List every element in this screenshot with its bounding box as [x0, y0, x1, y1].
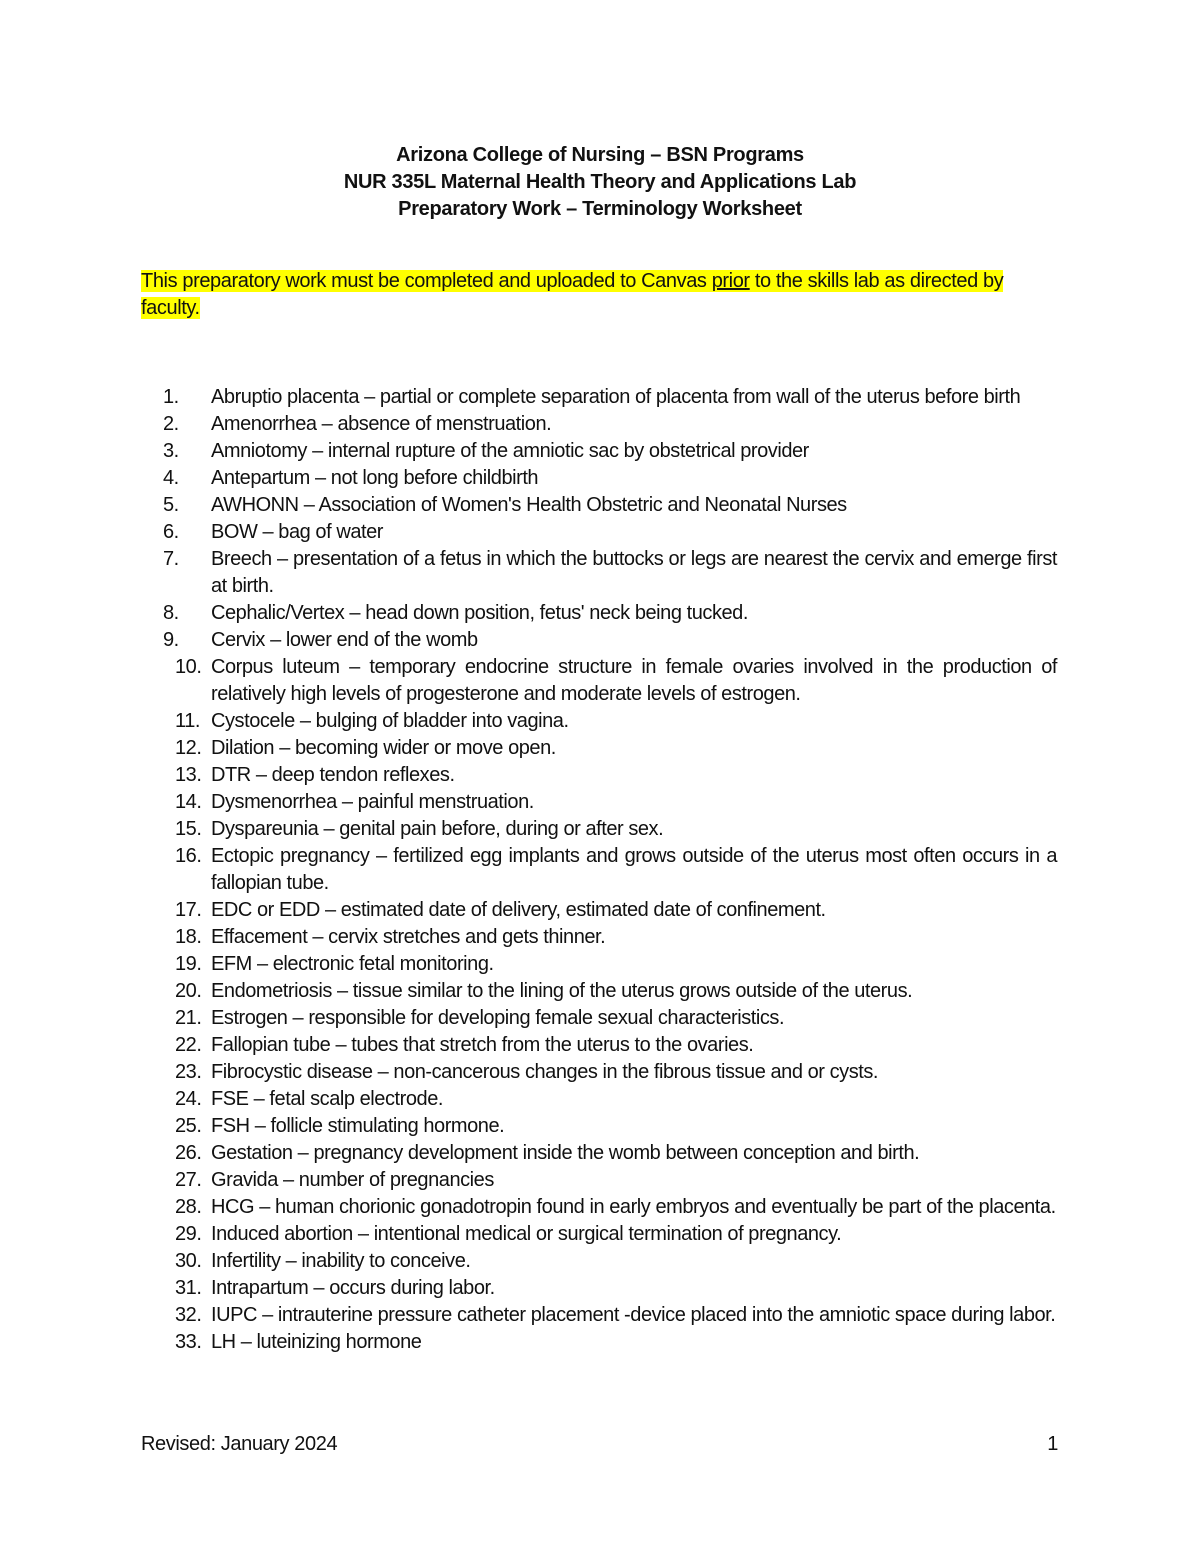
list-item: [141, 816, 1057, 843]
list-item: [141, 1302, 1057, 1329]
header-course: NUR 335L Maternal Health Theory and Applications Lab: [343, 171, 857, 193]
list-item-number: 15.: [175, 818, 202, 840]
list-item-number: 24.: [175, 1088, 202, 1110]
list-item-text: Dilation – becoming wider or move open.: [211, 737, 556, 759]
list-item-text: Dysmenorrhea – painful menstruation.: [211, 791, 534, 813]
list-item-text: Abruptio placenta – partial or complete separation of placenta from wall of the uterus before birth: [211, 386, 1021, 408]
notice-underlined-word: prior: [711, 270, 750, 292]
list-item-number: 12.: [175, 737, 202, 759]
list-item: [141, 1194, 1057, 1221]
notice-text-before: This preparatory work must be completed and uploaded to Canvas: [141, 270, 712, 292]
list-item-number: 30.: [175, 1250, 202, 1272]
list-item-number: 17.: [175, 899, 202, 921]
list-item-text: IUPC – intrauterine pressure catheter placement -device placed into the amniotic space during labor.: [211, 1304, 1056, 1326]
list-item-number: 26.: [175, 1142, 202, 1164]
list-item: [141, 708, 1057, 735]
page-footer: [141, 1431, 1058, 1458]
list-item-text: Fallopian tube – tubes that stretch from the uterus to the ovaries.: [211, 1034, 754, 1056]
list-item-text: Estrogen – responsible for developing female sexual characteristics.: [211, 1007, 785, 1029]
list-item: [141, 384, 1057, 411]
list-item-number: 19.: [175, 953, 202, 975]
list-item-number: 21.: [175, 1007, 202, 1029]
list-item-text: Dyspareunia – genital pain before, during or after sex.: [211, 818, 664, 840]
list-item: [141, 1248, 1057, 1275]
list-item: [141, 762, 1057, 789]
list-item-text: Cervix – lower end of the womb: [211, 629, 478, 651]
list-item-number: 29.: [175, 1223, 202, 1245]
list-item-text: FSH – follicle stimulating hormone.: [211, 1115, 505, 1137]
revised-date: Revised: January 2024: [141, 1433, 338, 1455]
list-item-text: Breech – presentation of a fetus in which the buttocks or legs are nearest the cervix and emerge first at birth.: [211, 548, 1057, 597]
list-item: [141, 1329, 1057, 1356]
notice-text-after: to the skills lab as directed by faculty.: [141, 270, 1004, 319]
list-item-number: 3.: [163, 440, 179, 462]
list-item-number: 1.: [163, 386, 179, 408]
list-item: [141, 1005, 1057, 1032]
list-item: [141, 978, 1057, 1005]
list-item-text: AWHONN – Association of Women's Health Obstetric and Neonatal Nurses: [211, 494, 847, 516]
list-item-text: Corpus luteum – temporary endocrine structure in female ovaries involved in the production of relatively high levels of progesterone and moderate levels of estrogen.: [211, 656, 1057, 705]
list-item-text: Amniotomy – internal rupture of the amniotic sac by obstetrical provider: [211, 440, 809, 462]
list-item-text: Infertility – inability to conceive.: [211, 1250, 471, 1272]
list-item-text: FSE – fetal scalp electrode.: [211, 1088, 443, 1110]
list-item-number: 25.: [175, 1115, 202, 1137]
list-item-text: Gravida – number of pregnancies: [211, 1169, 494, 1191]
list-item-text: Amenorrhea – absence of menstruation.: [211, 413, 552, 435]
list-item: [141, 1167, 1057, 1194]
list-item-text: Cystocele – bulging of bladder into vagina.: [211, 710, 569, 732]
list-item: [141, 492, 1057, 519]
list-item: [141, 411, 1057, 438]
list-item-text: Effacement – cervix stretches and gets thinner.: [211, 926, 606, 948]
list-item: [141, 1113, 1057, 1140]
list-item: [141, 843, 1057, 897]
list-item-number: 5.: [163, 494, 179, 516]
list-item-text: EFM – electronic fetal monitoring.: [211, 953, 494, 975]
list-item-number: 2.: [163, 413, 179, 435]
list-item: [141, 600, 1057, 627]
list-item: [141, 1140, 1057, 1167]
list-item-text: LH – luteinizing hormone: [211, 1331, 422, 1353]
header-institution: Arizona College of Nursing – BSN Programs: [396, 144, 804, 166]
list-item-text: Gestation – pregnancy development inside the womb between conception and birth.: [211, 1142, 920, 1164]
list-item-number: 4.: [163, 467, 179, 489]
document-header: [0, 142, 1200, 223]
list-item-number: 27.: [175, 1169, 202, 1191]
list-item: [141, 1086, 1057, 1113]
list-item-text: EDC or EDD – estimated date of delivery, estimated date of confinement.: [211, 899, 826, 921]
list-item: [141, 519, 1057, 546]
list-item-text: BOW – bag of water: [211, 521, 383, 543]
list-item-number: 10.: [175, 656, 202, 678]
list-item: [141, 1032, 1057, 1059]
notice-highlight: [141, 270, 1003, 319]
terminology-list: [141, 384, 1057, 1356]
list-item: [141, 789, 1057, 816]
list-item: [141, 897, 1057, 924]
list-item-number: 14.: [175, 791, 202, 813]
list-item-text: Ectopic pregnancy – fertilized egg implants and grows outside of the uterus most often occurs in a fallopian tube.: [211, 845, 1057, 894]
list-item: [141, 546, 1057, 600]
list-item-number: 23.: [175, 1061, 202, 1083]
upload-notice: [141, 268, 1041, 322]
list-item: [141, 924, 1057, 951]
list-item-text: Antepartum – not long before childbirth: [211, 467, 539, 489]
list-item-number: 7.: [163, 548, 179, 570]
list-item-number: 6.: [163, 521, 179, 543]
list-item-number: 18.: [175, 926, 202, 948]
list-item-number: 11.: [175, 710, 200, 732]
page-number: 1: [1047, 1433, 1058, 1455]
list-item: [141, 1275, 1057, 1302]
list-item-text: Cephalic/Vertex – head down position, fetus' neck being tucked.: [211, 602, 748, 624]
list-item: [141, 951, 1057, 978]
list-item-text: HCG – human chorionic gonadotropin found in early embryos and eventually be part of the placenta.: [211, 1196, 1056, 1218]
list-item-number: 13.: [175, 764, 202, 786]
list-item-number: 31.: [175, 1277, 202, 1299]
list-item-number: 32.: [175, 1304, 202, 1326]
list-item-number: 22.: [175, 1034, 202, 1056]
list-item-number: 16.: [175, 845, 202, 867]
list-item-number: 9.: [163, 629, 179, 651]
list-item: [141, 1221, 1057, 1248]
list-item-number: 33.: [175, 1331, 202, 1353]
list-item: [141, 438, 1057, 465]
list-item-number: 20.: [175, 980, 202, 1002]
list-item: [141, 465, 1057, 492]
list-item: [141, 627, 1057, 654]
list-item: [141, 1059, 1057, 1086]
header-worksheet-title: Preparatory Work – Terminology Worksheet: [398, 198, 802, 220]
list-item-text: DTR – deep tendon reflexes.: [211, 764, 455, 786]
list-item: [141, 654, 1057, 708]
list-item-number: 28.: [175, 1196, 202, 1218]
list-item-text: Intrapartum – occurs during labor.: [211, 1277, 495, 1299]
list-item: [141, 735, 1057, 762]
list-item-text: Fibrocystic disease – non-cancerous changes in the fibrous tissue and or cysts.: [211, 1061, 879, 1083]
list-item-number: 8.: [163, 602, 179, 624]
list-item-text: Induced abortion – intentional medical or surgical termination of pregnancy.: [211, 1223, 842, 1245]
list-item-text: Endometriosis – tissue similar to the lining of the uterus grows outside of the uterus.: [211, 980, 913, 1002]
